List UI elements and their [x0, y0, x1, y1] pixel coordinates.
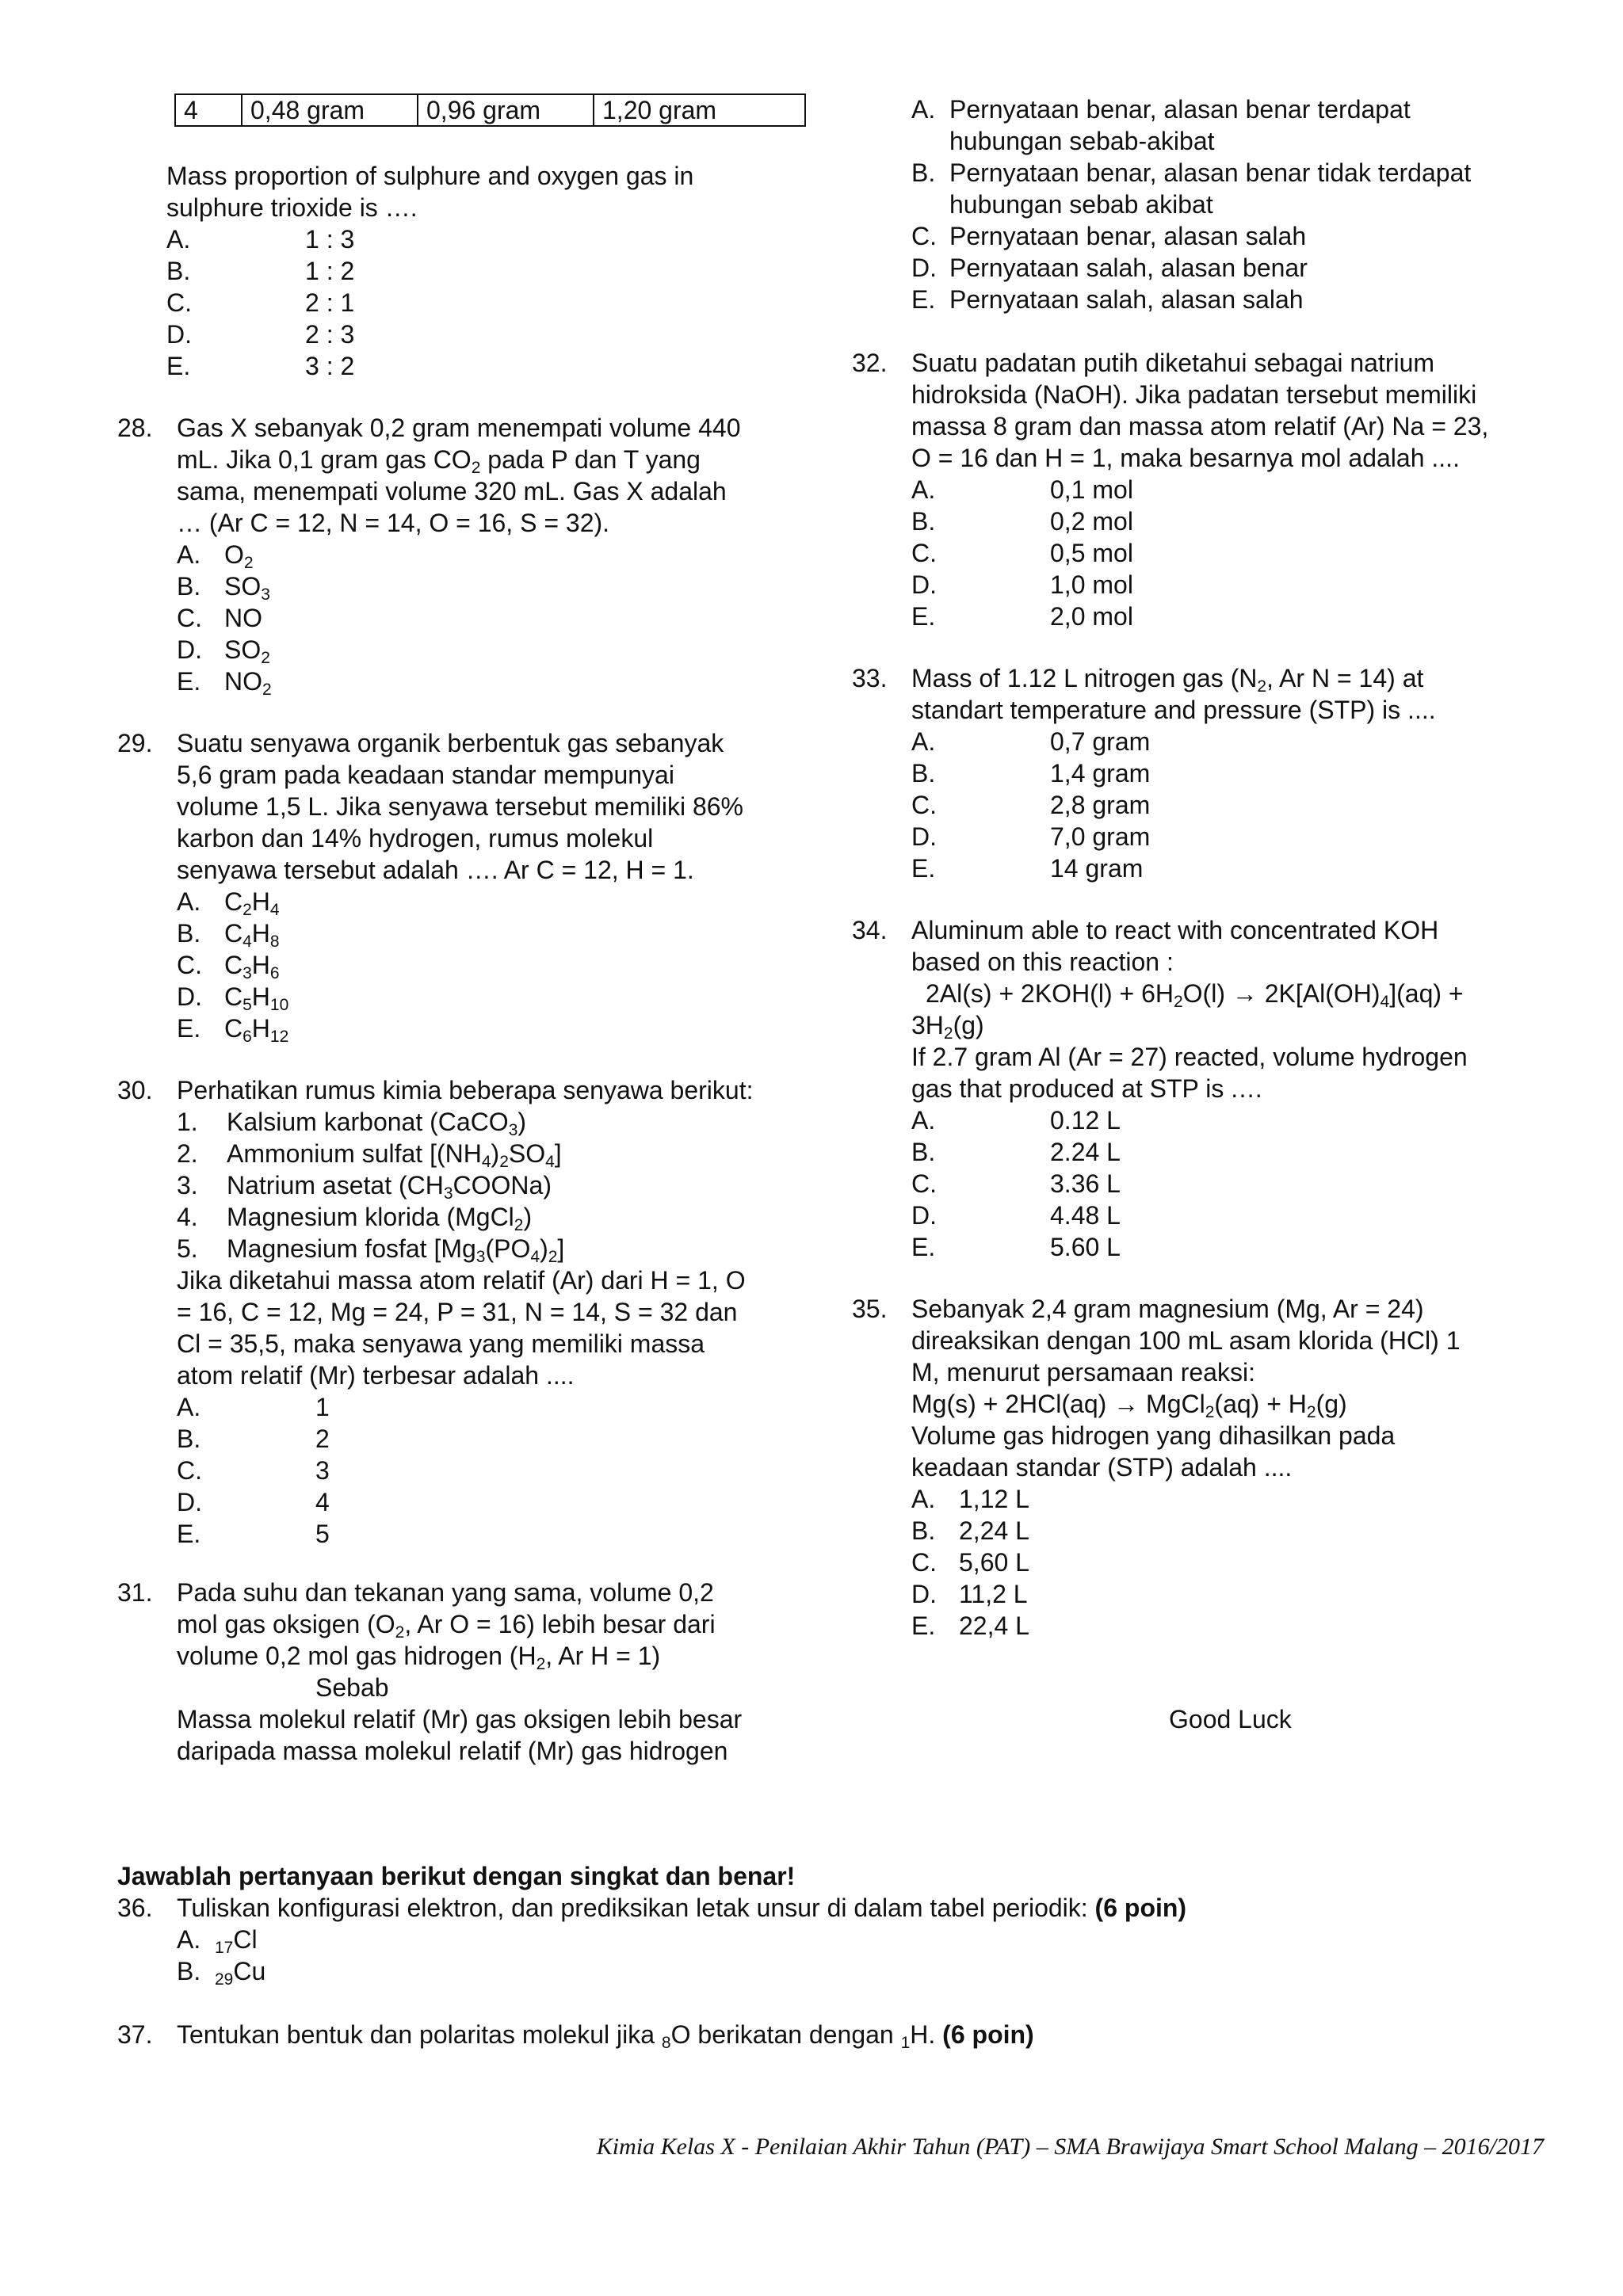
question-number: 28. — [117, 414, 153, 442]
points-label: (6 poin) — [942, 2020, 1034, 2049]
option-c[interactable]: C. 3 — [177, 1456, 330, 1485]
table-cell: 0,96 gram — [418, 94, 594, 126]
reaction-equation: $3H_2(g)$ — [911, 1011, 984, 1043]
essay-heading: Jawablah pertanyaan berikut dengan singkat dan benar! — [117, 1862, 796, 1890]
option-a[interactable]: A. 0,1 mol — [911, 475, 1133, 504]
question-number: 36. — [117, 1894, 153, 1922]
question-text: volume 1,5 L. Jika senyawa tersebut memiliki 86% — [177, 792, 743, 821]
question-text: Mass proportion of sulphure and oxygen gas in — [166, 162, 694, 190]
question-text: sama, menempati volume 320 mL. Gas X adalah — [177, 477, 727, 505]
page-footer: Kimia Kelas X - Penilaian Akhir Tahun (PAT) – SMA Brawijaya Smart School Malang – 2016/2017 — [596, 2134, 1544, 2160]
question-text: = 16, C = 12, Mg = 24, P = 31, N = 14, S = 32 dan — [177, 1298, 738, 1326]
option-d[interactable]: D. $SO_2$ — [177, 635, 270, 667]
option-d[interactable]: D. 2 : 3 — [166, 320, 355, 349]
option-c[interactable]: C. $C_3H_6$ — [177, 951, 280, 982]
question-text: mol gas oksigen ($O_2$, Ar O = 16) lebih besar dari — [177, 1610, 716, 1642]
question-text: hidroksida (NaOH). Jika padatan tersebut memiliki — [911, 380, 1477, 409]
mass-table-row — [174, 93, 806, 127]
question-text: based on this reaction : — [911, 948, 1174, 976]
option-a-continued: hubungan sebab-akibat — [949, 127, 1215, 155]
question-text: Massa molekul relatif (Mr) gas oksigen lebih besar — [177, 1705, 743, 1733]
question-text: sulphure trioxide is …. — [166, 193, 418, 222]
option-b[interactable]: B. $C_4H_8$ — [177, 919, 280, 951]
reaction-equation: $2Al(s) + 2KOH(l) + 6H_2O(l) \to 2K[Al(OH)_4](aq)$ + — [926, 979, 1464, 1011]
option-e[interactable]: E. Pernyataan salah, alasan salah — [911, 285, 1304, 314]
option-a[interactable]: A. $O_2$ — [177, 540, 254, 572]
question-text: … (Ar C = 12, N = 14, O = 16, S = 32). — [177, 509, 610, 537]
option-d[interactable]: D. $C_5H_{10}$ — [177, 982, 289, 1014]
option-e[interactable]: E. 5.60 L — [911, 1233, 1121, 1261]
option-c[interactable]: C. 2 : 1 — [166, 288, 355, 317]
option-b[interactable]: B. 0,2 mol — [911, 507, 1133, 536]
question-text: If 2.7 gram Al (Ar = 27) reacted, volume hydrogen — [911, 1043, 1468, 1071]
question-number: 31. — [117, 1578, 153, 1607]
question-text: M, menurut persamaan reaksi: — [911, 1358, 1255, 1386]
list-item: 2. Ammonium sulfat $[(NH_4)_2SO_4]$ — [177, 1139, 562, 1171]
question-text: Sebanyak 2,4 gram magnesium (Mg, Ar = 24) — [911, 1295, 1424, 1323]
option-e[interactable]: E. 14 gram — [911, 854, 1144, 883]
question-number: 30. — [117, 1076, 153, 1104]
question-36-part-b: B. $_{29}$Cu — [177, 1957, 266, 1989]
question-text: Pada suhu dan tekanan yang sama, volume 0,2 — [177, 1578, 714, 1607]
option-a[interactable]: A. 1 : 3 — [166, 225, 355, 254]
option-c[interactable]: C. 0,5 mol — [911, 539, 1133, 567]
question-text: massa 8 gram dan massa atom relatif (Ar) Na = 23, — [911, 412, 1489, 441]
option-e[interactable]: E. 22,4 L — [911, 1611, 1029, 1640]
list-item: 3. Natrium asetat $(CH_3COONa)$ — [177, 1171, 552, 1203]
option-b[interactable]: B. Pernyataan benar, alasan benar tidak terdapat — [911, 158, 1472, 187]
table-cell: 0,48 gram — [242, 94, 418, 126]
option-c[interactable]: C. 5,60 L — [911, 1548, 1029, 1577]
option-d[interactable]: D. 7,0 gram — [911, 822, 1151, 851]
question-text: keadaan standar (STP) adalah .... — [911, 1453, 1293, 1482]
question-text: Cl = 35,5, maka senyawa yang memiliki massa — [177, 1329, 705, 1358]
question-text: mL. Jika 0,1 gram gas $CO_2$ pada P dan T yang — [177, 445, 701, 477]
option-a[interactable]: A. 0,7 gram — [911, 727, 1151, 756]
option-c[interactable]: C. NO — [177, 604, 262, 632]
option-b[interactable]: B. 1,4 gram — [911, 759, 1151, 788]
option-e[interactable]: E. 5 — [177, 1520, 330, 1548]
question-text: O = 16 dan H = 1, maka besarnya mol adalah .... — [911, 444, 1460, 472]
option-c[interactable]: C. 2,8 gram — [911, 791, 1151, 819]
question-text: Jika diketahui massa atom relatif (Ar) dari H = 1, O — [177, 1266, 746, 1295]
good-luck-text: Good Luck — [1169, 1705, 1292, 1733]
option-e[interactable]: E. $C_6H_{12}$ — [177, 1014, 289, 1046]
option-a[interactable]: A. 1 — [177, 1393, 330, 1421]
question-number: 37. — [117, 2020, 153, 2049]
question-27 — [166, 160, 816, 382]
option-b[interactable]: B. 1 : 2 — [166, 257, 355, 285]
question-text: daripada massa molekul relatif (Mr) gas hidrogen — [177, 1737, 728, 1765]
option-b[interactable]: B. $SO_3$ — [177, 572, 270, 604]
question-36 — [117, 1892, 1544, 1924]
question-number: 33. — [852, 664, 888, 692]
option-b[interactable]: B. 2,24 L — [911, 1516, 1029, 1545]
question-number: 34. — [852, 916, 888, 944]
option-a[interactable]: A. 1,12 L — [911, 1485, 1029, 1513]
option-b[interactable]: B. 2 — [177, 1425, 330, 1453]
option-e[interactable]: E. 2,0 mol — [911, 602, 1133, 631]
question-text: standart temperature and pressure (STP) is .... — [911, 696, 1436, 724]
table-cell: 4 — [175, 94, 242, 126]
question-text: Gas X sebanyak 0,2 gram menempati volume 440 — [177, 414, 741, 442]
option-e[interactable]: E. 3 : 2 — [166, 352, 355, 380]
question-number: 35. — [852, 1295, 888, 1323]
question-37: 37. Tentukan bentuk dan polaritas molekul jika $_8$O berikatan dengan $_1$H. (6 poin) — [117, 2020, 1034, 2052]
option-d[interactable]: D. 1,0 mol — [911, 570, 1133, 599]
option-d[interactable]: D. 11,2 L — [911, 1580, 1028, 1608]
reaction-equation: Mg(s) + 2HCl(aq) → MgCl$_2$(aq) + $H_2(g)$ — [911, 1390, 1347, 1421]
option-a[interactable]: A. $C_2H_4$ — [177, 887, 280, 919]
question-text: Suatu senyawa organik berbentuk gas sebanyak — [177, 729, 724, 757]
list-item: 5. Magnesium fosfat $[Mg_3(PO_4)_2]$ — [177, 1234, 565, 1266]
question-text: atom relatif (Mr) terbesar adalah .... — [177, 1361, 575, 1390]
option-a[interactable]: A. 0.12 L — [911, 1106, 1121, 1135]
option-d[interactable]: D. Pernyataan salah, alasan benar — [911, 254, 1308, 282]
question-text: gas that produced at STP is .… — [911, 1074, 1264, 1103]
points-label: (6 poin) — [1094, 1894, 1187, 1922]
question-text: direaksikan dengan 100 mL asam klorida (HCl) 1 — [911, 1326, 1461, 1355]
question-text: volume 0,2 mol gas hidrogen ($H_2$, Ar H = 1) — [177, 1642, 661, 1673]
option-d[interactable]: D. 4.48 L — [911, 1201, 1121, 1230]
option-c[interactable]: C. 3.36 L — [911, 1169, 1121, 1198]
essay-section — [117, 1860, 1544, 2050]
question-31-options — [911, 93, 1561, 315]
sebab-label: Sebab — [315, 1673, 389, 1702]
list-item: 1. Kalsium karbonat (CaCO$_3$) — [177, 1108, 527, 1139]
option-e[interactable]: E. $NO_2$ — [177, 667, 272, 699]
option-d[interactable]: D. 4 — [177, 1488, 330, 1516]
question-text: Perhatikan rumus kimia beberapa senyawa berikut: — [177, 1076, 754, 1104]
question-text: senyawa tersebut adalah …. Ar C = 12, H = 1. — [177, 856, 694, 884]
option-b-continued: hubungan sebab akibat — [949, 190, 1213, 219]
option-c[interactable]: C. Pernyataan benar, alasan salah — [911, 222, 1307, 250]
option-b[interactable]: B. 2.24 L — [911, 1138, 1121, 1166]
question-text: Suatu padatan putih diketahui sebagai natrium — [911, 349, 1435, 377]
question-text: Mass of 1.12 L nitrogen gas ($N_2$, Ar N = 14) at — [911, 664, 1424, 696]
question-number: 29. — [117, 729, 153, 757]
list-item: 4. Magnesium klorida (MgCl$_2$) — [177, 1203, 533, 1234]
question-text: karbon dan 14% hydrogen, rumus molekul — [177, 824, 654, 852]
question-text: Tuliskan konfigurasi elektron, dan prediksikan letak unsur di dalam tabel periodik: — [177, 1894, 1095, 1922]
question-36-part-a: A. $_{17}$Cl — [177, 1925, 258, 1957]
question-text: Aluminum able to react with concentrated KOH — [911, 916, 1439, 944]
question-number: 32. — [852, 349, 888, 377]
option-a[interactable]: A. Pernyataan benar, alasan benar terdapat — [911, 95, 1411, 124]
question-text: Volume gas hidrogen yang dihasilkan pada — [911, 1421, 1396, 1450]
question-text: 5,6 gram pada keadaan standar mempunyai — [177, 761, 674, 789]
table-cell: 1,20 gram — [594, 94, 805, 126]
